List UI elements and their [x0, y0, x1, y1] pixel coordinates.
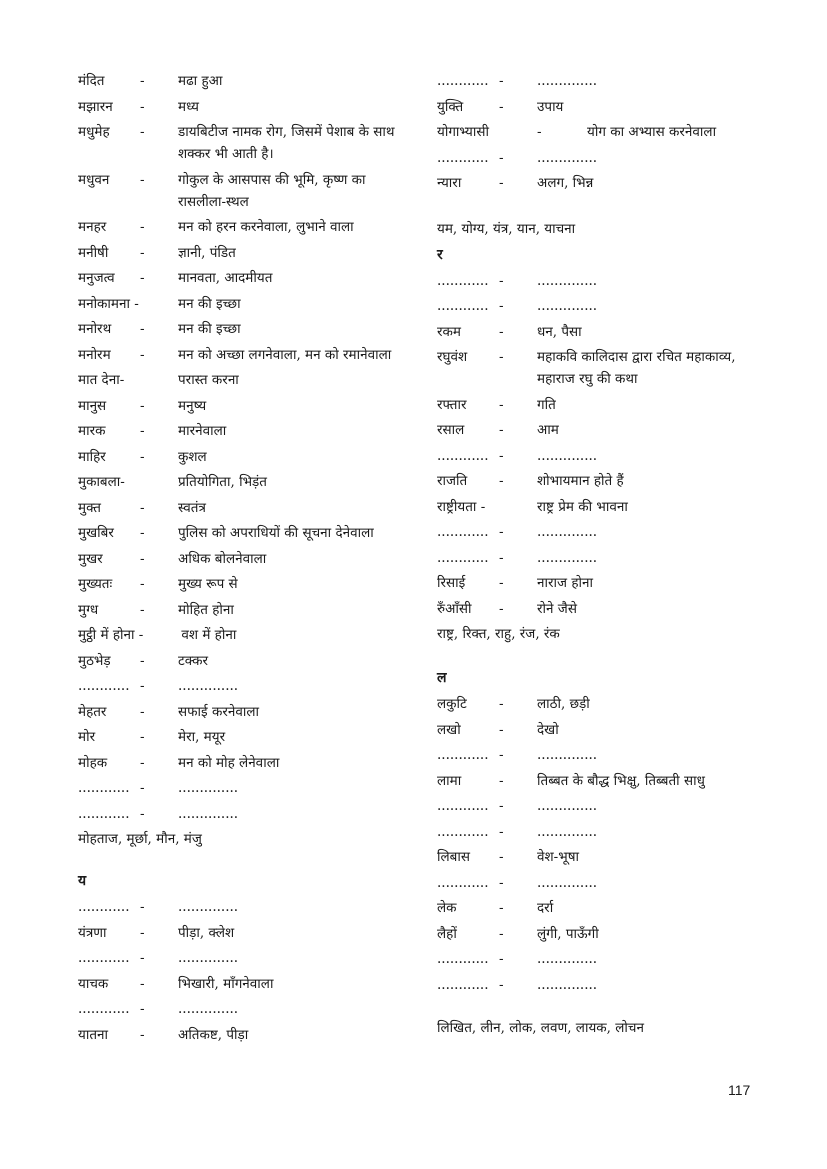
- glossary-term: मुक्त: [78, 499, 102, 516]
- glossary-term: न्यारा: [437, 175, 462, 191]
- glossary-meaning: तिब्बत के बौद्ध भिक्षु, तिब्बती साधु: [537, 772, 705, 789]
- glossary-term: मनीषी: [78, 244, 109, 261]
- glossary-entry: [78, 998, 408, 1020]
- glossary-meaning: मेरा, मयूर: [178, 729, 226, 745]
- glossary-entry: [78, 121, 408, 165]
- glossary-entry: [437, 547, 777, 569]
- glossary-entry: [78, 96, 408, 118]
- glossary-meaning: प्रतियोगिता, भिड़ंत: [178, 474, 267, 490]
- glossary-meaning: नाराज होना: [537, 575, 593, 591]
- glossary-meaning: मानवता, आदमीयत: [178, 270, 273, 286]
- glossary-entry: [437, 948, 777, 970]
- glossary-dash: -: [140, 703, 145, 720]
- glossary-dash: -: [140, 950, 145, 966]
- glossary-meaning: ..............: [537, 73, 598, 89]
- glossary-dash: -: [140, 780, 145, 796]
- glossary-term: मधुवन: [78, 171, 110, 188]
- glossary-term: लैहों: [437, 925, 457, 942]
- glossary-meaning: लाठी, छड़ी: [537, 696, 590, 712]
- glossary-dash: -: [140, 448, 145, 465]
- page-number: 117: [728, 1082, 751, 1098]
- glossary-term: ............: [437, 874, 489, 891]
- glossary-entry: [78, 293, 408, 315]
- glossary-dash: -: [140, 98, 145, 115]
- glossary-entry: [78, 599, 408, 621]
- glossary-dash: -: [499, 900, 504, 916]
- glossary-meaning: गति: [537, 396, 556, 413]
- glossary-dash: -: [140, 924, 145, 941]
- glossary-meaning: मन की इच्छा: [178, 295, 241, 312]
- glossary-term: ............: [437, 549, 489, 566]
- left-column: [78, 70, 408, 1049]
- glossary-meaning: ..............: [537, 951, 598, 967]
- glossary-dash: [140, 293, 178, 315]
- glossary-term: ............: [78, 678, 130, 694]
- glossary-entry: [437, 147, 777, 169]
- glossary-term: मनुजत्व: [78, 270, 115, 286]
- glossary-term: रसाल: [437, 422, 465, 438]
- glossary-entry: [78, 777, 408, 799]
- glossary-meaning: मनुष्य: [178, 397, 207, 414]
- glossary-dash: -: [140, 346, 145, 363]
- glossary-entry: [78, 216, 408, 238]
- glossary-dash: -: [140, 899, 145, 915]
- glossary-term: ............: [437, 747, 489, 763]
- glossary-meaning: सफाई करनेवाला: [178, 703, 259, 720]
- glossary-dash: -: [140, 219, 145, 235]
- glossary-entry: [437, 846, 777, 868]
- section-heading-la: ल: [437, 670, 447, 686]
- glossary-meaning: ..............: [537, 272, 598, 289]
- glossary-meaning: राष्ट्र प्रेम की भावना: [537, 498, 628, 515]
- glossary-dash: -: [140, 975, 145, 992]
- glossary-term: ............: [78, 950, 130, 966]
- glossary-dash: -: [499, 447, 504, 464]
- glossary-entry: [78, 675, 408, 697]
- glossary-dash: -: [140, 397, 145, 414]
- glossary-term: रघुवंश: [437, 349, 468, 365]
- glossary-entry: [78, 922, 408, 944]
- glossary-term: ............: [437, 823, 489, 840]
- glossary-entry: [437, 121, 777, 143]
- glossary-meaning: मध्य: [178, 98, 199, 115]
- glossary-entry: [78, 497, 408, 519]
- glossary-dash: -: [499, 323, 504, 340]
- glossary-meaning: मढा हुआ: [178, 73, 223, 89]
- glossary-term: लिबास: [437, 849, 470, 865]
- glossary-term: युक्ति: [437, 98, 464, 115]
- glossary-term: मुट्ठी में होना -: [78, 627, 144, 643]
- glossary-entry: [437, 346, 777, 390]
- glossary-dash: -: [499, 73, 504, 89]
- glossary-term: मधुमेह: [78, 124, 110, 140]
- glossary-dash: -: [140, 270, 145, 286]
- glossary-term: ............: [437, 976, 489, 993]
- glossary-dash: [143, 624, 181, 646]
- glossary-entry: [437, 974, 777, 996]
- glossary-dash: -: [140, 576, 145, 592]
- glossary-entry: [78, 318, 408, 340]
- glossary-term: यातना: [78, 1026, 109, 1043]
- glossary-meaning: ..............: [178, 780, 239, 796]
- glossary-list-ra: [437, 270, 777, 620]
- glossary-meaning: मन को मोह लेनेवाला: [178, 754, 280, 771]
- glossary-entry: [437, 96, 777, 118]
- glossary-term: लकुटि: [437, 696, 467, 712]
- glossary-dash: -: [499, 422, 504, 438]
- glossary-term: मोर: [78, 729, 96, 745]
- glossary-meaning: ..............: [537, 976, 598, 993]
- glossary-term: रकम: [437, 323, 461, 340]
- glossary-meaning: ..............: [537, 549, 598, 566]
- glossary-meaning: ..............: [178, 950, 239, 966]
- practice-words-ya: यम, योग्य, यंत्र, यान, याचना: [437, 220, 576, 237]
- glossary-dash: -: [499, 349, 504, 365]
- glossary-dash: -: [140, 73, 145, 89]
- glossary-entry: [78, 650, 408, 672]
- glossary-dash: -: [140, 244, 145, 261]
- glossary-entry: [437, 872, 777, 894]
- glossary-term: मात देना-: [78, 372, 125, 388]
- glossary-term: रिसाई: [437, 575, 466, 591]
- glossary-meaning: कुशल: [178, 448, 207, 465]
- glossary-dash: -: [140, 499, 145, 516]
- glossary-entry: [78, 369, 408, 391]
- glossary-entry: [78, 471, 408, 493]
- glossary-term: मोहक: [78, 754, 108, 771]
- glossary-dash: -: [140, 805, 145, 822]
- glossary-entry: [437, 496, 777, 518]
- glossary-term: मनहर: [78, 219, 107, 235]
- glossary-meaning: शोभायमान होते हैं: [537, 473, 624, 489]
- glossary-dash: -: [140, 729, 145, 745]
- glossary-term: मारक: [78, 423, 106, 439]
- glossary-entry: [78, 1024, 408, 1046]
- glossary-entry: [78, 726, 408, 748]
- glossary-meaning: धन, पैसा: [537, 323, 582, 340]
- glossary-dash: -: [140, 124, 145, 140]
- glossary-term: मेहतर: [78, 703, 107, 720]
- glossary-entry: [437, 795, 777, 817]
- glossary-meaning: ..............: [178, 678, 239, 694]
- glossary-dash: -: [499, 549, 504, 566]
- glossary-entry: [437, 470, 777, 492]
- glossary-meaning: मन को अच्छा लगनेवाला, मन को रमानेवाला: [178, 346, 392, 363]
- glossary-meaning: परास्त करना: [178, 372, 239, 388]
- glossary-meaning: योग का अभ्यास करनेवाला: [587, 124, 717, 140]
- practice-words-ma: मोहताज, मूर्छा, मौन, मंजु: [78, 831, 202, 847]
- glossary-meaning: ..............: [537, 798, 598, 814]
- glossary-meaning: रोने जैसे: [537, 600, 577, 617]
- glossary-term: ............: [437, 798, 489, 814]
- glossary-dash: -: [499, 473, 504, 489]
- glossary-meaning: ..............: [537, 149, 598, 166]
- glossary-dash: -: [140, 754, 145, 771]
- glossary-entry: [78, 522, 408, 544]
- glossary-dash: -: [499, 298, 504, 314]
- glossary-meaning: मन को हरन करनेवाला, लुभाने वाला: [178, 219, 354, 235]
- glossary-entry: [78, 267, 408, 289]
- glossary-meaning: देखो: [537, 721, 559, 738]
- glossary-meaning: अतिकष्ट, पीड़ा: [178, 1026, 249, 1043]
- glossary-dash: -: [140, 321, 145, 337]
- glossary-entry: [78, 947, 408, 969]
- glossary-term: ............: [437, 149, 489, 166]
- glossary-term: ............: [437, 524, 489, 540]
- glossary-term: योगाभ्यासी: [437, 124, 489, 140]
- glossary-list-ma: [78, 70, 408, 825]
- glossary-dash: -: [499, 600, 504, 617]
- glossary-entry: [437, 744, 777, 766]
- glossary-meaning: स्वतंत्र: [178, 499, 206, 516]
- glossary-meaning: आम: [537, 422, 559, 438]
- glossary-meaning: उपाय: [537, 98, 564, 115]
- glossary-meaning: टक्कर: [178, 652, 209, 669]
- glossary-term: राष्ट्रीयता -: [437, 498, 486, 515]
- glossary-dash: -: [140, 550, 145, 567]
- glossary-entry: [437, 394, 777, 416]
- glossary-term: लेक: [437, 900, 457, 916]
- glossary-meaning: अधिक बोलनेवाला: [178, 550, 267, 567]
- glossary-entry: [78, 896, 408, 918]
- glossary-term: ............: [78, 780, 130, 796]
- glossary-meaning: मोहित होना: [178, 601, 234, 618]
- glossary-term: माहिर: [78, 448, 106, 465]
- glossary-meaning: दर्रा: [537, 900, 554, 916]
- glossary-term: मुखबिर: [78, 525, 114, 541]
- glossary-term: रफ्तार: [437, 396, 467, 413]
- glossary-dash: -: [140, 601, 145, 618]
- glossary-meaning: मुख्य रूप से: [178, 576, 238, 592]
- glossary-entry: [78, 573, 408, 595]
- glossary-entry: [78, 420, 408, 442]
- glossary-term: याचक: [78, 975, 109, 992]
- glossary-meaning: महाकवि कालिदास द्वारा रचित महाकाव्य, महाराज रघु की कथा: [537, 349, 736, 387]
- glossary-entry: [437, 270, 777, 292]
- glossary-term: ............: [78, 805, 130, 822]
- glossary-dash: -: [499, 772, 504, 789]
- glossary-dash: -: [499, 272, 504, 289]
- glossary-entry: [437, 770, 777, 792]
- glossary-term: मुग्ध: [78, 601, 99, 618]
- glossary-meaning: पुलिस को अपराधियों की सूचना देनेवाला: [178, 525, 374, 541]
- glossary-meaning: पीड़ा, क्लेश: [178, 924, 235, 941]
- glossary-dash: -: [499, 747, 504, 763]
- glossary-term: ............: [437, 447, 489, 464]
- glossary-dash: -: [499, 925, 504, 942]
- glossary-meaning: ..............: [537, 874, 598, 891]
- glossary-dash: -: [499, 524, 504, 540]
- glossary-meaning: डायबिटीज नामक रोग, जिसमें पेशाब के साथ शक्कर भी आती है।: [178, 124, 395, 162]
- glossary-dash: -: [499, 175, 504, 191]
- glossary-meaning: वश में होना: [181, 627, 237, 643]
- glossary-dash: -: [499, 823, 504, 840]
- glossary-term: मुकाबला-: [78, 474, 125, 490]
- glossary-entry: [78, 446, 408, 468]
- glossary-meaning: ..............: [178, 1001, 239, 1017]
- glossary-term: मझारन: [78, 98, 113, 115]
- glossary-term: राजति: [437, 473, 468, 489]
- glossary-meaning: वेश-भूषा: [537, 849, 580, 865]
- glossary-entry: [437, 445, 777, 467]
- glossary-meaning: ..............: [537, 747, 598, 763]
- practice-words-ra: राष्ट्र, रिक्त, राहु, रंज, रंक: [437, 626, 560, 642]
- glossary-entry: [437, 172, 777, 194]
- glossary-entry: [78, 169, 408, 213]
- glossary-entry: [437, 719, 777, 741]
- glossary-dash: -: [140, 1001, 145, 1017]
- glossary-dash: [140, 369, 178, 391]
- glossary-term: मनोरथ: [78, 321, 112, 337]
- glossary-term: ............: [437, 298, 489, 314]
- glossary-entry: [437, 693, 777, 715]
- glossary-meaning: मारनेवाला: [178, 423, 227, 439]
- practice-words-la: लिखित, लीन, लोक, लवण, लायक, लोचन: [437, 1020, 644, 1036]
- glossary-meaning: अलग, भिन्न: [537, 175, 594, 191]
- glossary-term: ............: [78, 1001, 130, 1017]
- glossary-dash: [140, 471, 178, 493]
- glossary-dash: -: [499, 849, 504, 865]
- glossary-dash: -: [499, 798, 504, 814]
- glossary-term: ............: [437, 951, 489, 967]
- glossary-entry: [78, 70, 408, 92]
- glossary-term: रुँआँसी: [437, 600, 472, 617]
- glossary-entry: [78, 548, 408, 570]
- glossary-term: मुठभेड़: [78, 652, 111, 669]
- glossary-term: ............: [78, 899, 130, 915]
- glossary-dash: -: [140, 423, 145, 439]
- glossary-list-la: [437, 693, 777, 996]
- right-column: [437, 70, 777, 1043]
- glossary-term: लामा: [437, 772, 462, 789]
- glossary-dash: -: [140, 525, 145, 541]
- glossary-entry: [437, 521, 777, 543]
- glossary-meaning: भिखारी, माँगनेवाला: [178, 975, 274, 992]
- glossary-entry: [78, 624, 408, 646]
- glossary-meaning: ..............: [537, 447, 598, 464]
- glossary-list-ya: [78, 896, 408, 1046]
- glossary-entry: [437, 419, 777, 441]
- glossary-entry: [437, 897, 777, 919]
- glossary-term: मंदित: [78, 73, 105, 89]
- glossary-term: यंत्रणा: [78, 924, 107, 941]
- glossary-meaning: ज्ञानी, पंडित: [178, 244, 236, 261]
- glossary-entry: [78, 803, 408, 825]
- glossary-dash: -: [140, 1026, 145, 1043]
- glossary-dash: -: [499, 575, 504, 591]
- glossary-term: ............: [437, 73, 489, 89]
- glossary-meaning: ..............: [537, 823, 598, 840]
- glossary-entry: [78, 752, 408, 774]
- glossary-meaning: गोकुल के आसपास की भूमि, कृष्ण का रासलीला-स्थल: [178, 171, 366, 210]
- glossary-term: मुख्यतः: [78, 576, 113, 592]
- glossary-meaning: ..............: [178, 805, 239, 822]
- glossary-entry: [78, 395, 408, 417]
- glossary-dash: -: [499, 721, 504, 738]
- glossary-term: मनोकामना -: [78, 295, 139, 312]
- glossary-entry: [437, 295, 777, 317]
- glossary-dash: -: [499, 874, 504, 891]
- section-heading-ya: य: [78, 873, 87, 889]
- glossary-entry: [78, 242, 408, 264]
- glossary-entry: [437, 572, 777, 594]
- glossary-term: लखो: [437, 721, 461, 738]
- glossary-entry: [78, 701, 408, 723]
- glossary-meaning: ..............: [178, 899, 239, 915]
- glossary-meaning: ..............: [537, 298, 598, 314]
- glossary-term: मनोरम: [78, 346, 111, 363]
- glossary-dash: -: [140, 171, 145, 188]
- glossary-dash: -: [499, 976, 504, 993]
- glossary-dash: -: [499, 951, 504, 967]
- glossary-dash: -: [499, 149, 504, 166]
- glossary-entry: [437, 321, 777, 343]
- glossary-term: मुखर: [78, 550, 103, 567]
- glossary-entry: [78, 973, 408, 995]
- glossary-dash: -: [499, 396, 504, 413]
- glossary-dash: -: [140, 678, 145, 694]
- glossary-entry: [437, 70, 777, 92]
- glossary-entry: [437, 598, 777, 620]
- glossary-dash: [499, 496, 537, 518]
- glossary-term: मानुस: [78, 397, 107, 414]
- glossary-dash: -: [537, 124, 542, 140]
- glossary-entry: [437, 821, 777, 843]
- glossary-list-ya-continued: [437, 70, 777, 194]
- section-heading-ra: र: [437, 246, 443, 263]
- glossary-dash: -: [140, 652, 145, 669]
- glossary-entry: [437, 923, 777, 945]
- glossary-dash: -: [499, 696, 504, 712]
- glossary-dash: -: [499, 98, 504, 115]
- glossary-meaning: मन की इच्छा: [178, 321, 241, 337]
- glossary-meaning: ..............: [537, 524, 598, 540]
- glossary-term: ............: [437, 272, 489, 289]
- glossary-meaning: लुंगी, पाऊँगी: [537, 925, 599, 942]
- glossary-entry: [78, 344, 408, 366]
